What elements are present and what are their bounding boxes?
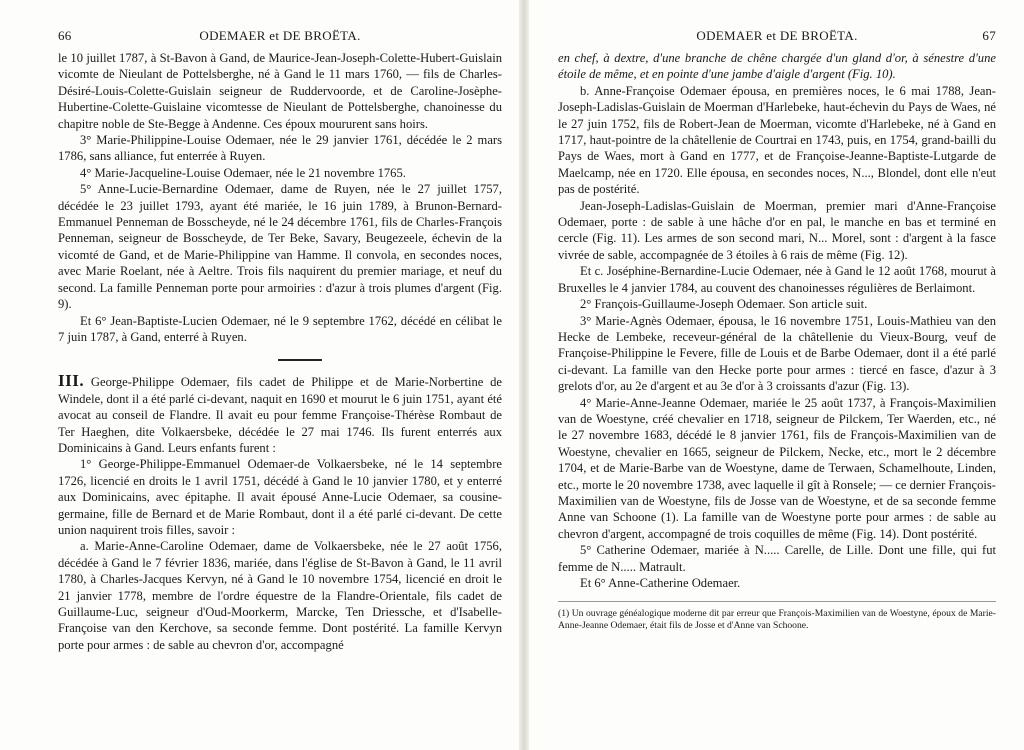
left-paragraph: 5° Anne-Lucie-Bernardine Odemaer, dame de Ruyen, née le 27 juillet 1757, décédée le 23 juillet 1793, ayant été mariée, le 16 juin 1789, à Brunon-Bernard-Emmanuel Penneman de Bosscheyde, né le 24 décembre 1761, fils de Charles-François Penneman, seigneur de Bosscheyde, de Ter Beke, Savary, Beugezeele, échevin de la vicomté de Gand, et de Marie-Philippine van Hamme. Il convola, en secondes noces, avec Marie Roelant, née à Aeltre. Trois fils naquirent du premier mariage, et neuf du second. La famille Penneman porte pour armoiries : d'azur à trois plumes d'argent (Fig. 9).	[58, 182, 502, 312]
right-paragraph: en chef, à dextre, d'une branche de chêne chargée d'un gland d'or, à sénestre d'une étoile de même, et en pointe d'une jambe d'aigle d'argent (Fig. 10).	[558, 51, 996, 82]
right-paragraph: 2° François-Guillaume-Joseph Odemaer. Son article suit.	[580, 297, 868, 312]
right-body-text	[558, 50, 996, 632]
left-paragraph: Et 6° Jean-Baptiste-Lucien Odemaer, né le 9 septembre 1762, décédé en célibat le 7 juin 1787, à Gand, enterré à Ruyen.	[58, 313, 502, 344]
left-paragraph: 3° Marie-Philippine-Louise Odemaer, née le 29 janvier 1761, décédée le 2 mars 1786, sans alliance, fut enterrée à Ruyen.	[58, 133, 502, 164]
right-page-number: 67	[982, 28, 996, 43]
left-paragraph: a. Marie-Anne-Caroline Odemaer, dame de Volkaersbeke, née le 27 août 1756, décédée à Gand le 7 février 1836, mariée, dans l'église de St-Bavon à Gand, le 11 avril 1780, à Charles-Jacques Kervyn, né à Gand le 10 novembre 1754, licencié en droit le 21 janvier 1778, membre de l'ordre équestre de la Flandre-Orientale, fils cadet de Guillaume-Luc, seigneur d'Oud-Moorkerm, Marcke, Ten Driessche, et d'Isabelle-Françoise van den Kerchove, sa seconde femme. Dont postérité. La famille Kervyn porte pour armes : de sable au chevron d'or, accompagné	[58, 539, 502, 652]
right-paragraph: 5° Catherine Odemaer, mariée à N..... Carelle, de Lille. Dont une fille, qui fut femme de N..... Matrault.	[558, 543, 996, 574]
left-paragraph: 1° George-Philippe-Emmanuel Odemaer-de Volkaersbeke, né le 14 septembre 1726, licencié en droits le 1 avril 1751, décédé à Gand le 10 janvier 1780, et y enterré aux Dominicains, avec épitaphe. Il avait épousé Anne-Lucie Odemaer, sa cousine-germaine, fille de Bernard et de Marie Rombaut, dont il a été parlé ci-devant. De cette union naquirent trois filles, savoir :	[58, 457, 502, 537]
right-paragraph: 3° Marie-Agnès Odemaer, épousa, le 16 novembre 1751, Louis-Mathieu van den Hecke de Lembeke, receveur-général de la châtellenie du Vieux-Bourg, veuf de Françoise-Philippine le Fevere, fille de Louis et de Barbe Odemaer, dont il a été parlé ci-devant. La famille van den Hecke porte pour armes : tiercé en fasce, d'azur à 3 grelots d'or, au 2e d'argent et au 3e d'or à 3 croissants d'azur (Fig. 13).	[558, 313, 996, 394]
left-paragraph: 4° Marie-Jacqueline-Louise Odemaer, née le 21 novembre 1765.	[80, 165, 406, 180]
right-running-title: ODEMAER et DE BROËTA.	[696, 28, 858, 43]
footnote: (1) Un ouvrage généalogique moderne dit par erreur que François-Maximilien van de Woestyne, époux de Marie-Anne-Jeanne Odemaer, était fils de Josse et d'Anne van Schoone.	[558, 601, 996, 632]
section-number: III.	[58, 371, 85, 391]
section-three-text: George-Philippe Odemaer, fils cadet de Philippe et de Marie-Norbertine de Windele, dont il a été parlé ci-devant, naquit en 1690 et mourut le 6 juin 1751, ayant été avocat au conseil de Flandre. Il avait eu pour femme Françoise-Thérèse Rombaut de Ter Haeghen, dite Volkaersbeke, décédée le 27 mai 1746. Ils furent enterrés aux Dominicains à Gand. Leurs enfants furent :	[58, 375, 502, 455]
right-page	[530, 0, 1024, 750]
right-paragraph: b. Anne-Françoise Odemaer épousa, en premières noces, le 6 mai 1788, Jean-Joseph-Ladislas-Guislain de Moerman d'Harlebeke, haut-échevin du Pays de Waes, né le 27 juin 1752, fils de Robert-Jean de Moerman, vicomte d'Harlebeke, né à Gand en 1717, haut-pointre de la châtellenie de Courtrai en 1743, puis, en 1754, grand-bailli du Pays de Waes, mort à Gand en 1777, et de Françoise-Jeanne-Baptiste-Lutgarde de Maelcamp, née en 1720. Elle épousa, en secondes noces, N..., Blondel, dont elle n'eut pas de postérité.	[558, 83, 996, 197]
left-running-title: ODEMAER et DE BROËTA.	[199, 28, 361, 43]
section-divider	[278, 359, 322, 361]
right-paragraph: Et 6° Anne-Catherine Odemaer.	[580, 576, 741, 590]
left-page-number: 66	[58, 28, 72, 43]
right-paragraph: 4° Marie-Anne-Jeanne Odemaer, mariée le 25 août 1737, à François-Maximilien van de Woestyne, créé chevalier en 1718, seigneur de Pilckem, Ter Waerden, etc., né le 27 novembre 1683, décédé le 8 janvier 1761, fils de François-Maximilien van de Woestyne, chevalier en 1665, seigneur de Pilckem, Necke, etc., mort le 2 décembre 1704, et de Marie-Barbe van de Woestyne, dame de Terwaen, Schamelhoute, Linden, etc., morte le 20 novembre 1738, avec laquelle il gît à Ronsele; — ce dernier François-Maximilien van de Woestyne, fils de Josse van de Woestyne, et de sa seconde femme Anne van Schoone (1). La famille van de Woestyne porte pour armes : de sable au chevron d'argent, accompagné de trois coquilles de même (Fig. 14). Dont postérité.	[558, 395, 996, 541]
book-gutter	[519, 0, 529, 750]
section-three-paragraph	[58, 373, 502, 456]
left-running-head	[58, 28, 502, 46]
right-paragraph: Et c. Joséphine-Bernardine-Lucie Odemaer, née à Gand le 12 août 1768, mourut à Bruxelles le 4 janvier 1784, au couvent des chanoinesses régulières de Berlaimont.	[558, 264, 996, 295]
left-body-text	[58, 50, 502, 653]
right-paragraph: Jean-Joseph-Ladislas-Guislain de Moerman, premier mari d'Anne-Françoise Odemaer, porte : de sable à une hâche d'or en pal, le manche en bas et terminé en cercle (Fig. 11). Les armes de son second mari, N... Morel, sont : d'argent à la fasce vivrée de sable, accompagnée de 3 étoiles à 6 rais de même (Fig. 12).	[558, 198, 996, 262]
left-paragraph: le 10 juillet 1787, à St-Bavon à Gand, de Maurice-Jean-Joseph-Colette-Hubert-Guislain vicomte de Nieulant de Pottelsberghe, né à Gand le 11 mars 1760, — fils de Charles-Désiré-Louis-Colette-Guislain seigneur de Ruddervoorde, et de Caroline-Josèphe-Hubertine-Colette-Guislaine vicomtesse de Nieulant de Pottelsberghe, chanoinesse du chapitre noble de Ste-Begge à Andenne. Ces époux moururent sans hoirs.	[58, 51, 502, 131]
right-running-head	[558, 28, 996, 46]
